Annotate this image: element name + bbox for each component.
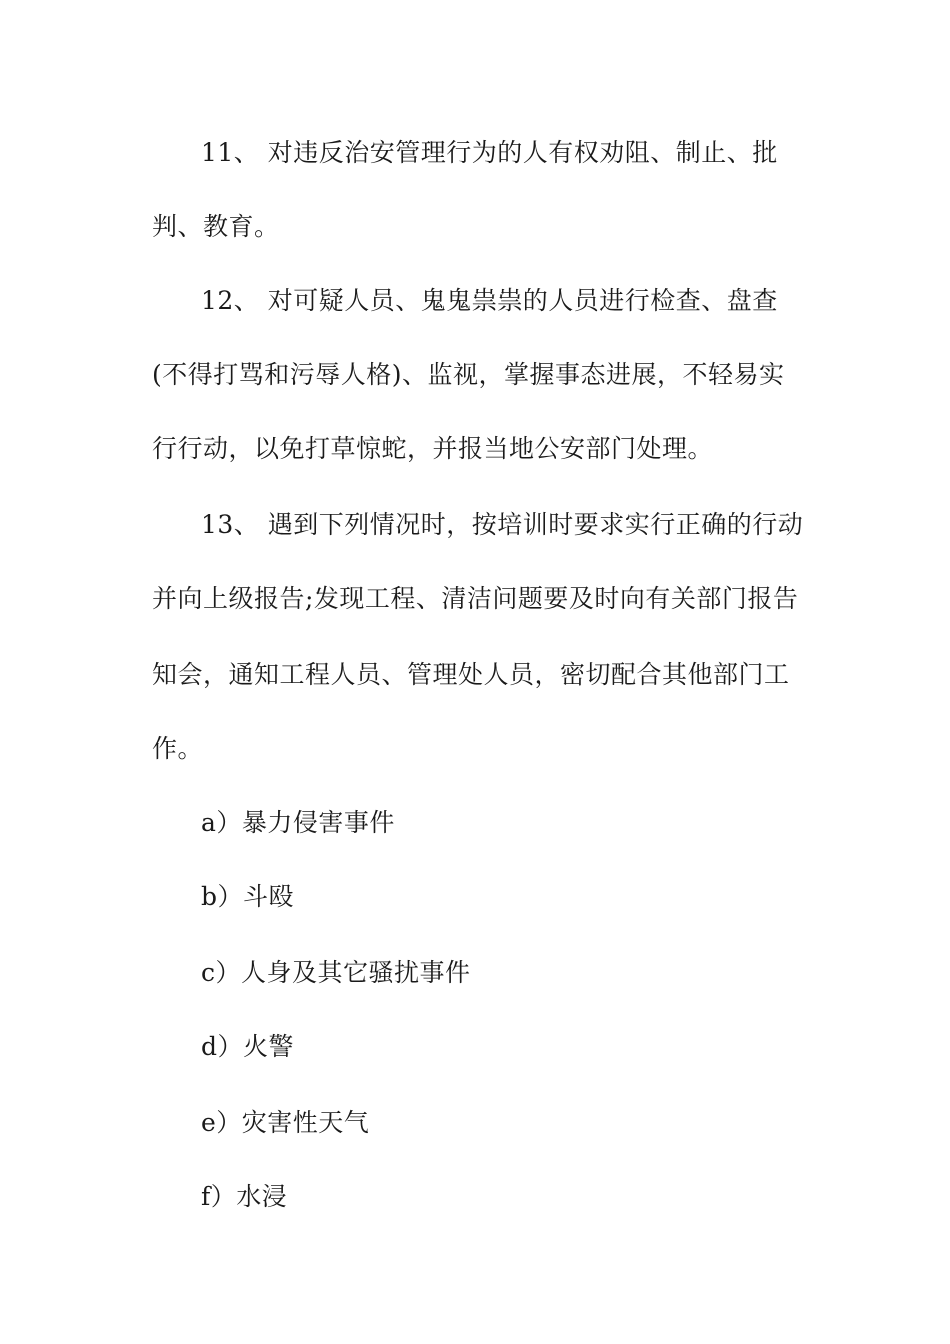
paragraph-13-line-2: 并向上级报告;发现工程、清洁问题要及时向有关部门报告	[152, 584, 799, 613]
paragraph-13-line-3: 知会，通知工程人员、管理处人员，密切配合其他部门工	[152, 660, 790, 689]
paragraph-12-line-3: 行行动，以免打草惊蛇，并报当地公安部门处理。	[152, 434, 714, 463]
paragraph-11-line-2: 判、教育。	[152, 212, 280, 241]
list-item-a: a）暴力侵害事件	[201, 808, 395, 837]
paragraph-12-line-1: 12、 对可疑人员、鬼鬼祟祟的人员进行检查、盘查	[201, 286, 778, 315]
list-item-f: f）水浸	[201, 1182, 288, 1211]
list-item-d: d）火警	[201, 1032, 295, 1061]
paragraph-12-line-2: (不得打骂和污辱人格)、监视，掌握事态进展，不轻易实	[152, 360, 785, 389]
paragraph-13-line-4: 作。	[152, 734, 204, 763]
list-item-b: b）斗殴	[201, 882, 295, 911]
paragraph-11-line-1: 11、 对违反治安管理行为的人有权劝阻、制止、批	[201, 138, 778, 167]
list-item-e: e）灾害性天气	[201, 1108, 370, 1137]
list-item-c: c）人身及其它骚扰事件	[201, 958, 471, 987]
paragraph-13-line-1: 13、 遇到下列情况时，按培训时要求实行正确的行动	[201, 510, 804, 539]
